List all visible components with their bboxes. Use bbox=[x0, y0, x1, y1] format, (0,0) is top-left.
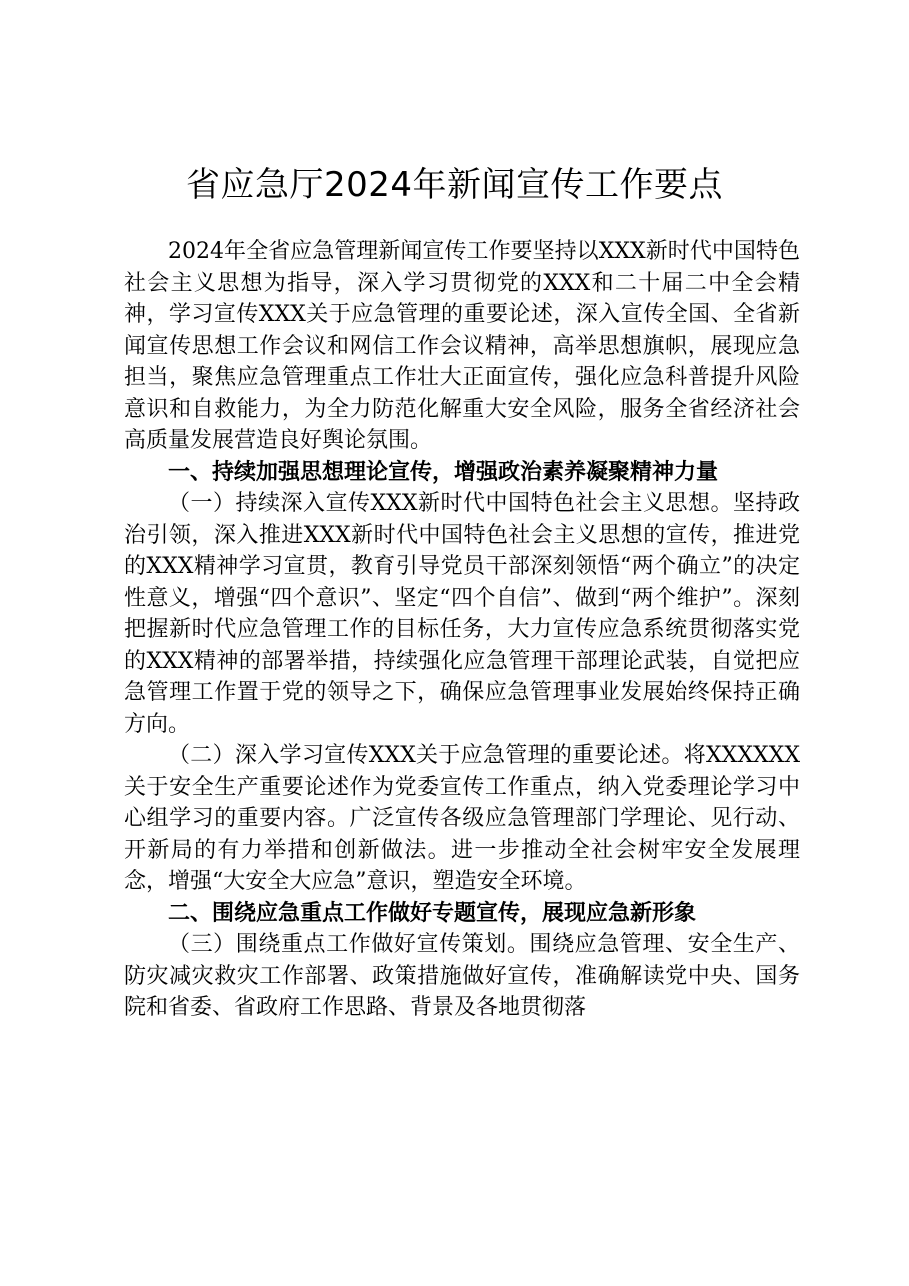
item-paragraph-1: （一）持续深入宣传XXX新时代中国特色社会主义思想。坚持政治引领，深入推进XXX新时代中国特色社会主义思想的宣传，推进党的XXX精神学习宣贯，教育引导党员干部深刻领悟“两个确立”的决定性意义，增强“四个意识”、坚定“四个自信”、做到“两个维护”。深刻把握新时代应急管理工作的目标任务，大力宣传应急系统贯彻落实党的XXX精神的部署举措，持续强化应急管理干部理论武装，自觉把应急管理工作置于党的领导之下，确保应急管理事业发展始终保持正确方向。 bbox=[124, 491, 800, 737]
document-body bbox=[124, 236, 800, 1024]
document-title: 省应急厅2024年新闻宣传工作要点 bbox=[185, 165, 724, 205]
intro-paragraph: 2024年全省应急管理新闻宣传工作要坚持以XXX新时代中国特色社会主义思想为指导，深入学习贯彻党的XXX和二十届二中全会精神，学习宣传XXX关于应急管理的重要论述，深入宣传全国、全省新闻宣传思想工作会议和网信工作会议精神，高举思想旗帜，展现应急担当，聚焦应急管理重点工作壮大正面宣传，强化应急科普提升风险意识和自救能力，为全力防范化解重大安全风险，服务全省经济社会高质量发展营造良好舆论氛围。 bbox=[124, 239, 800, 453]
item-paragraph-3: （三）围绕重点工作做好宣传策划。围绕应急管理、安全生产、防灾减灾救灾工作部署、政策措施做好宣传，准确解读党中央、国务院和省委、省政府工作思路、背景及各地贯彻落 bbox=[124, 932, 800, 1020]
section-heading-1: 一、持续加强思想理论宣传，增强政治素养凝聚精神力量 bbox=[168, 459, 719, 485]
section-heading-2: 二、围绕应急重点工作做好专题宣传，展现应急新形象 bbox=[168, 900, 697, 926]
item-paragraph-2: （二）深入学习宣传XXX关于应急管理的重要论述。将XXXXXX关于安全生产重要论述作为党委宣传工作重点，纳入党委理论学习中心组学习的重要内容。广泛宣传各级应急管理部门学理论、见行动、开新局的有力举措和创新做法。进一步推动全社会树牢安全发展理念，增强“大安全大应急”意识，塑造安全环境。 bbox=[124, 743, 800, 894]
